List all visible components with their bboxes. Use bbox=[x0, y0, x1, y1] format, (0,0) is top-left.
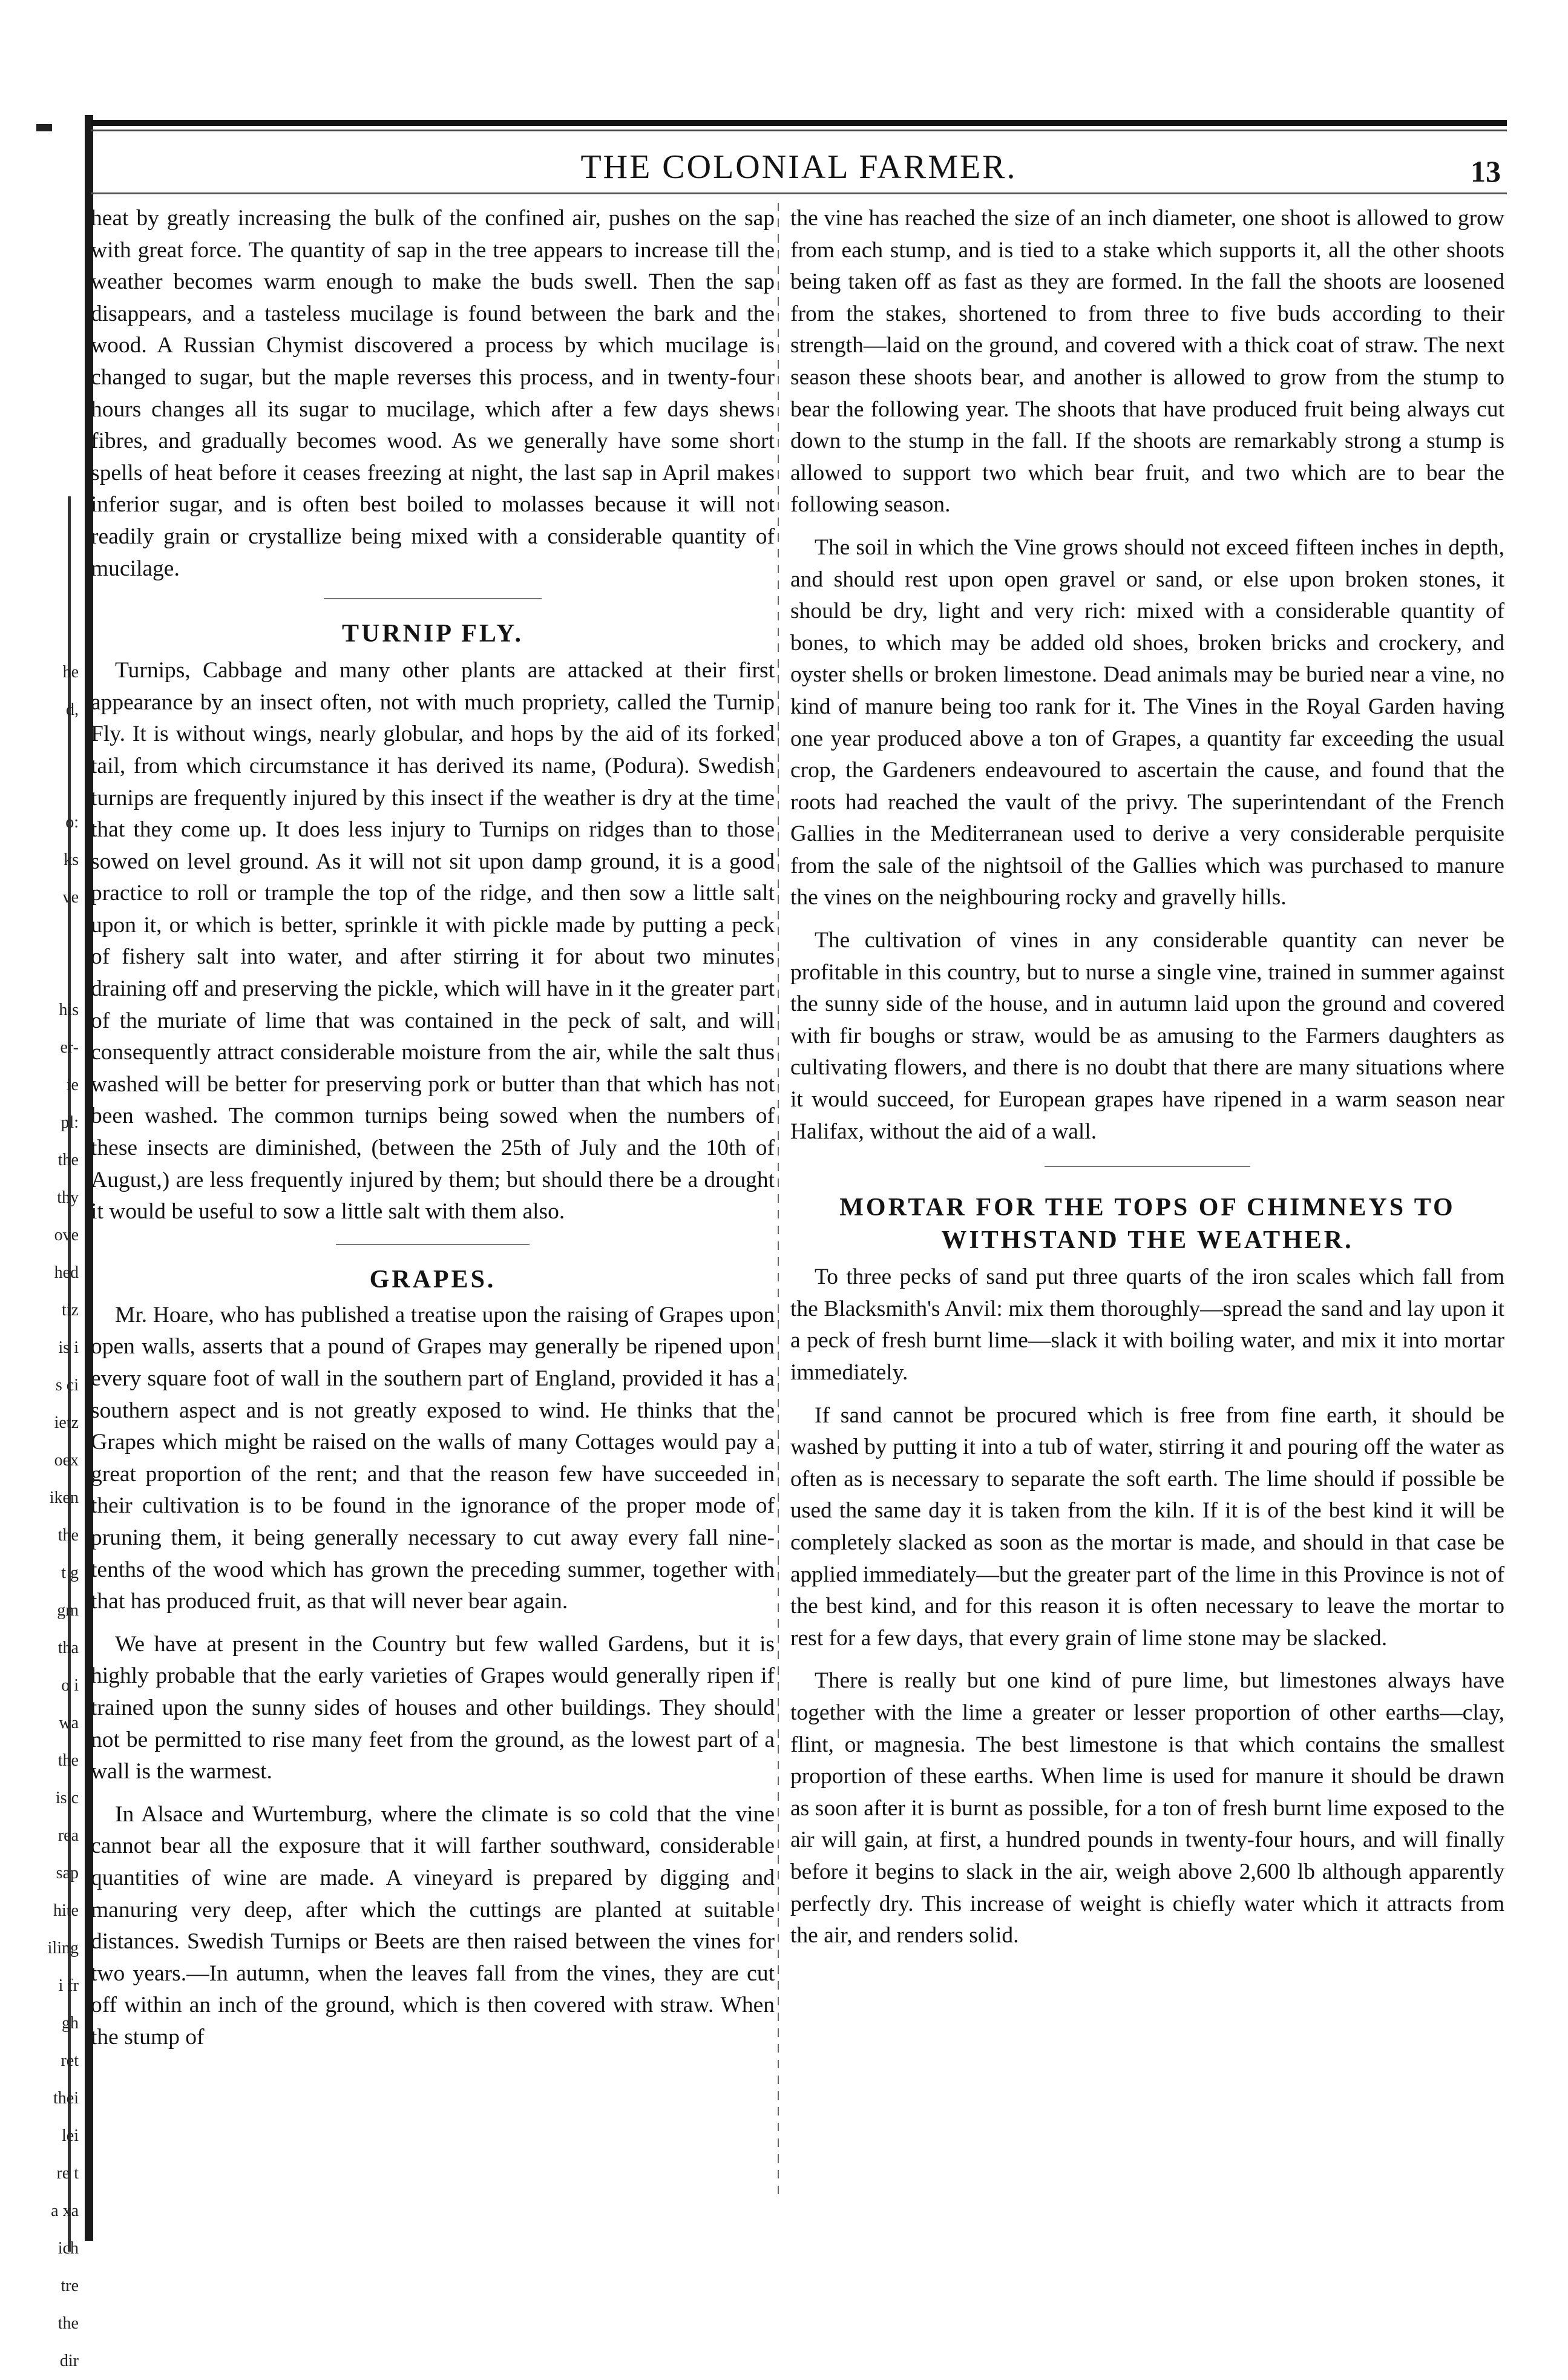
edge-mark bbox=[36, 124, 52, 131]
margin-fragment: is c bbox=[55, 1789, 79, 1807]
margin-fragment: pl: bbox=[61, 1113, 79, 1132]
mortar-heading-line-1: MORTAR FOR THE TOPS OF CHIMNEYS TO bbox=[839, 1194, 1455, 1222]
margin-fragment: gm bbox=[57, 1601, 79, 1620]
margin-fragment bbox=[0, 954, 79, 991]
grapes-continued-paragraph-1: the vine has reached the size of an inch diameter, one shoot is allowed to grow from each stump, and is tied to a stake which supports it, all the other shoots being taken off as fast as they are formed. In the fall the shoots are loosened from the stakes, shortened to from three to five buds according to their strength—laid on the ground, and covered with a thick coat of straw. The next season these shoots bear, and another is allowed to grow from the stump to bear the following year. The shoots that have produced fruit being always cut down to the stump in the fall. If the shoots are remarkably strong a stump is allowed to support two which bear fruit, and two which are to bear the following season. bbox=[790, 206, 1504, 518]
margin-fragment: the bbox=[57, 1526, 79, 1545]
margin-fragment: lei bbox=[62, 2126, 79, 2145]
torn-margin-fragments bbox=[0, 654, 79, 2380]
grapes-heading: GRAPES. bbox=[369, 1265, 496, 1294]
margin-fragment: thy bbox=[57, 1188, 79, 1207]
margin-fragment: hed bbox=[54, 1263, 79, 1282]
margin-fragment: he bbox=[62, 663, 79, 682]
grapes-continued-paragraph-3: The cultivation of vines in any considerable quantity can never be profitable in this country, but to nurse a single vine, trained in summer against the sunny side of the house, and in autumn laid upon the ground and covered with fir boughs or straw, would be as amusing to the Farmers daughters as cultivating flowers, and there is no doubt that there are many situations where it would succeed, for European grapes have ripened in a warm season near Halifax, without the aid of a wall. bbox=[790, 928, 1504, 1144]
column-divider bbox=[778, 203, 779, 2200]
right-column bbox=[790, 203, 1504, 1952]
margin-fragment: tre bbox=[61, 2276, 79, 2295]
margin-fragment: rea bbox=[57, 1826, 79, 1845]
page-number: 13 bbox=[1471, 154, 1501, 188]
grapes-continued-paragraph-2: The soil in which the Vine grows should not exceed fifteen inches in depth, and should rest upon open gravel or sand, or else upon broken stones, it should be dry, light and very rich: mixed with a considerable quantity of bones, to which may be added old shoes, broken bricks and crockery, and oyster shells or broken limestone. Dead animals may be buried near a vine, no kind of manure being too rank for it. The Vines in the Royal Garden having one year produced above a ton of Grapes, a quantity far exceeding the usual crop, the Gardeners endeavoured to ascertain the cause, and found that the roots had reached the vault of the privy. The superintendant of the French Gallies in the Mediterranean used to derive a very considerable perquisite from the sale of the nightsoil of the Gallies which was purchased to manure the vines on the neighbouring rocky and gravelly hills. bbox=[790, 534, 1504, 910]
margin-fragment: the bbox=[57, 1751, 79, 1770]
margin-fragment: thei bbox=[53, 2089, 79, 2108]
header-bottom-rule bbox=[91, 192, 1507, 194]
margin-fragment: hite bbox=[53, 1901, 79, 1920]
margin-fragment: tha bbox=[57, 1639, 79, 1657]
mortar-paragraph-1: To three pecks of sand put three quarts of the iron scales which fall from the Blacksmith's Anvil: mix them thoroughly—spread the sand and lay upon it a peck of fresh burnt lime—slack it with boiling water, and mix it into mortar immediately. bbox=[790, 1264, 1504, 1385]
margin-fragment: wa bbox=[59, 1714, 79, 1732]
mortar-paragraph-2: If sand cannot be procured which is free from fine earth, it should be washed by putting it into a tub of water, stirring it and pouring off the water as often as is necessary to separate the soft earth. The lime should if possible be used the same day it is taken from the kiln. If it is of the best kind it will be completely slacked as soon as the mortar is made, and should in that case be applied immediately—but the greater part of the lime in this Province is not of the best kind, and for this reason it is often necessary to leave the mortar to rest for a few days, that every grain of lime stone may be slacked. bbox=[790, 1402, 1504, 1651]
left-column bbox=[91, 203, 775, 2053]
margin-fragment: iling bbox=[47, 1939, 79, 1958]
margin-fragment: oex bbox=[54, 1451, 79, 1470]
margin-fragment: sap bbox=[56, 1864, 79, 1882]
margin-fragment bbox=[0, 916, 79, 954]
margin-fragment: ret bbox=[61, 2051, 79, 2070]
mortar-paragraph-3: There is really but one kind of pure lime, but limestones always have together with the lime a greater or lesser proportion of other earths—clay, flint, or magnesia. The best limestone is that which contains the smallest proportion of these earths. When lime is used for manure it should be drawn as soon after it is burnt as possible, for a ton of fresh burnt lime exposed to the air will gain, at first, a hundred pounds in twenty-four hours, and will finally before it begins to slack in the air, weigh above 2,600 lb although apparently perfectly dry. This increase of weight is chiefly water which it attracts from the air, and renders solid. bbox=[790, 1668, 1504, 1948]
margin-fragment: d, bbox=[66, 700, 79, 719]
margin-fragment: ks bbox=[64, 850, 79, 869]
margin-fragment: i fr bbox=[58, 1976, 79, 1995]
grapes-paragraph-1: Mr. Hoare, who has published a treatise upon the raising of Grapes upon open walls, asserts that a pound of Grapes may generally be ripened upon every square foot of wall in the southern part of England, provided it has a southern aspect and is not greatly exposed to wind. He thinks that the Grapes which might be raised on the walls of many Cottages would pay a great proportion of the rent; and that the reason few have succeeded in their cultivation is to be found in the ignorance of the proper mode of pruning them, it being generally necessary to cut away every fall nine-tenths of the wood which has grown the preceding summer, together with that has produced fruit, as that will never bear again. bbox=[91, 1302, 775, 1614]
running-head bbox=[91, 137, 1507, 191]
header-rule-thin bbox=[91, 130, 1507, 131]
margin-fragment: o: bbox=[65, 813, 79, 832]
margin-fragment: ve bbox=[62, 888, 79, 907]
margin-fragment: ich bbox=[57, 2239, 79, 2258]
margin-fragment: s ci bbox=[55, 1376, 79, 1395]
margin-fragment: er- bbox=[60, 1038, 79, 1057]
grapes-paragraph-2: We have at present in the Country but few walled Gardens, but it is highly probable that the early varieties of Grapes would generally ripen if trained upon the sunny sides of houses and other buildings. They should not be permitted to rise many feet from the ground, as the lowest part of a wall is the warmest. bbox=[91, 1631, 775, 1784]
turnip-fly-heading: TURNIP FLY. bbox=[342, 620, 523, 648]
header-rule bbox=[91, 120, 1507, 126]
margin-fragment: iken bbox=[49, 1488, 79, 1507]
margin-fragment: o i bbox=[61, 1676, 79, 1695]
margin-fragment bbox=[0, 729, 79, 766]
margin-fragment: the bbox=[57, 1151, 79, 1169]
margin-fragment: a xa bbox=[51, 2201, 79, 2220]
margin-fragment: gh bbox=[62, 2014, 79, 2033]
margin-fragment: ie bbox=[66, 1076, 79, 1094]
margin-fragment: t g bbox=[61, 1563, 79, 1582]
margin-fragment: re t bbox=[56, 2164, 79, 2183]
margin-fragment: is i bbox=[58, 1338, 79, 1357]
margin-fragment: tiz bbox=[62, 1301, 79, 1320]
mortar-heading-line-2: WITHSTAND THE WEATHER. bbox=[941, 1226, 1354, 1255]
margin-fragment: dir bbox=[59, 2352, 79, 2370]
margin-fragment bbox=[0, 766, 79, 804]
margin-fragment: the bbox=[57, 2314, 79, 2333]
margin-fragment: ove bbox=[54, 1226, 79, 1244]
margin-fragment: ietz bbox=[54, 1413, 79, 1432]
turnip-fly-paragraph: Turnips, Cabbage and many other plants are attacked at their first appearance by an insect often, not with much propriety, called the Turnip Fly. It is without wings, nearly globular, and hops by the aid of its forked tail, from which circumstance it has derived its name, (Podura). Swedish turnips are frequently injured by this insect if the weather is dry at the time that they come up. It does less injury to Turnips on ridges than to those sowed on level ground. As it will not sit upon damp ground, it is a good practice to roll or trample the top of the ridge, and then sow a little salt upon it, or which is better, sprinkle it with pickle made by putting a peck of fishery salt into water, and after stirring it for about two minutes draining off and preserving the pickle, which will have in it the greater part of the muriate of lime that was contained in the peck of salt, and will consequently attract considerable moisture from the air, while the salt thus washed will be better for preserving pork or butter than that which has not been washed. The common turnips being sowed when the numbers of these insects are diminished, (between the 25th of July and the 10th of August,) are less frequently injured by them; but should there be a drought it would be useful to sow a little salt with them also. bbox=[91, 658, 775, 1225]
maple-sap-paragraph: heat by greatly increasing the bulk of the confined air, pushes on the sap with great force. The quantity of sap in the tree appears to increase till the weather becomes warm enough to make the buds swell. Then the sap disappears, and a tasteless mucilage is found between the bark and the wood. A Russian Chymist discovered a process by which mucilage is changed to sugar, but the maple reverses this process, and in twenty-four hours changes all its sugar to mucilage, which after a few days shews fibres, and gradually becomes wood. As we generally have some short spells of heat before it ceases freezing at night, the last sap in April makes inferior sugar, and is often best boiled to molasses because it will not readily grain or crystallize being mixed with a considerable quantity of mucilage. bbox=[91, 206, 775, 581]
margin-fragment: his bbox=[59, 1001, 79, 1019]
grapes-paragraph-3: In Alsace and Wurtemburg, where the climate is so cold that the vine cannot bear all the exposure that it will farther southward, considerable quantities of wine are made. A vineyard is prepared by digging and manuring very deep, after which the cuttings are planted at suitable distances. Swedish Turnips or Beets are then raised between the vines for two years.—In autumn, when the leaves fall from the vines, they are cut off within an inch of the ground, which is then covered with straw. When the stump of bbox=[91, 1801, 775, 2050]
publication-title: THE COLONIAL FARMER. bbox=[580, 148, 1017, 186]
